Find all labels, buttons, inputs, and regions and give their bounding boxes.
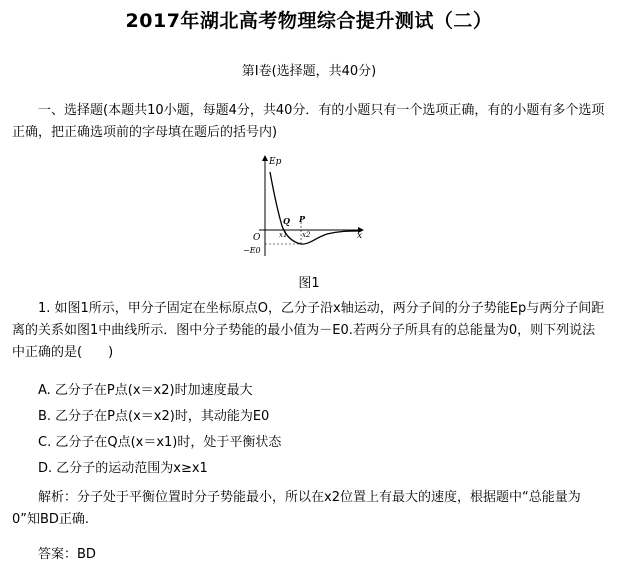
section-heading: 第Ⅰ卷(选择题，共40分) — [241, 64, 377, 79]
y-axis-label: Ep — [269, 157, 282, 167]
question-text: 1. 如图1所示，甲分子固定在坐标原点O，乙分子沿x轴运动，两分子间的分子势能Ep与两分子间距离的关系如图1中曲线所示．图中分子势能的最小值为－E0.若两分子所具有的总能量为0，则下列说法中正确的是( ) — [12, 301, 605, 360]
min-label: −E0 — [243, 246, 261, 255]
option-d: D. 乙分子的运动范围为x≥x1 — [38, 461, 208, 476]
figure-caption: 图1 — [298, 276, 320, 291]
point-p-label: P — [299, 214, 306, 224]
origin-label: O — [253, 233, 261, 243]
page-title: 2017年湖北高考物理综合提升测试（二） — [125, 10, 493, 32]
analysis-text: 解析：分子处于平衡位置时分子势能最小，所以在x2位置上有最大的速度，根据题中“总能量为0”知BD正确. — [12, 490, 581, 527]
instructions: 一、选择题(本题共10小题，每题4分，共40分．有的小题只有一个选项正确，有的小题有多个选项正确，把正确选项前的字母填在题后的括号内) — [12, 103, 605, 140]
answer-text: 答案：BD — [38, 547, 96, 562]
option-c: C. 乙分子在Q点(x＝x1)时，处于平衡状态 — [38, 435, 282, 450]
x-axis-label: x — [357, 231, 363, 241]
potential-energy-graph — [243, 152, 371, 264]
point-q-label: Q — [283, 216, 290, 226]
option-b: B. 乙分子在P点(x＝x2)时，其动能为E0 — [38, 409, 270, 424]
x1-label: x1 — [279, 231, 288, 239]
option-a: A. 乙分子在P点(x＝x2)时加速度最大 — [38, 383, 253, 398]
x2-label: x2 — [302, 231, 311, 239]
